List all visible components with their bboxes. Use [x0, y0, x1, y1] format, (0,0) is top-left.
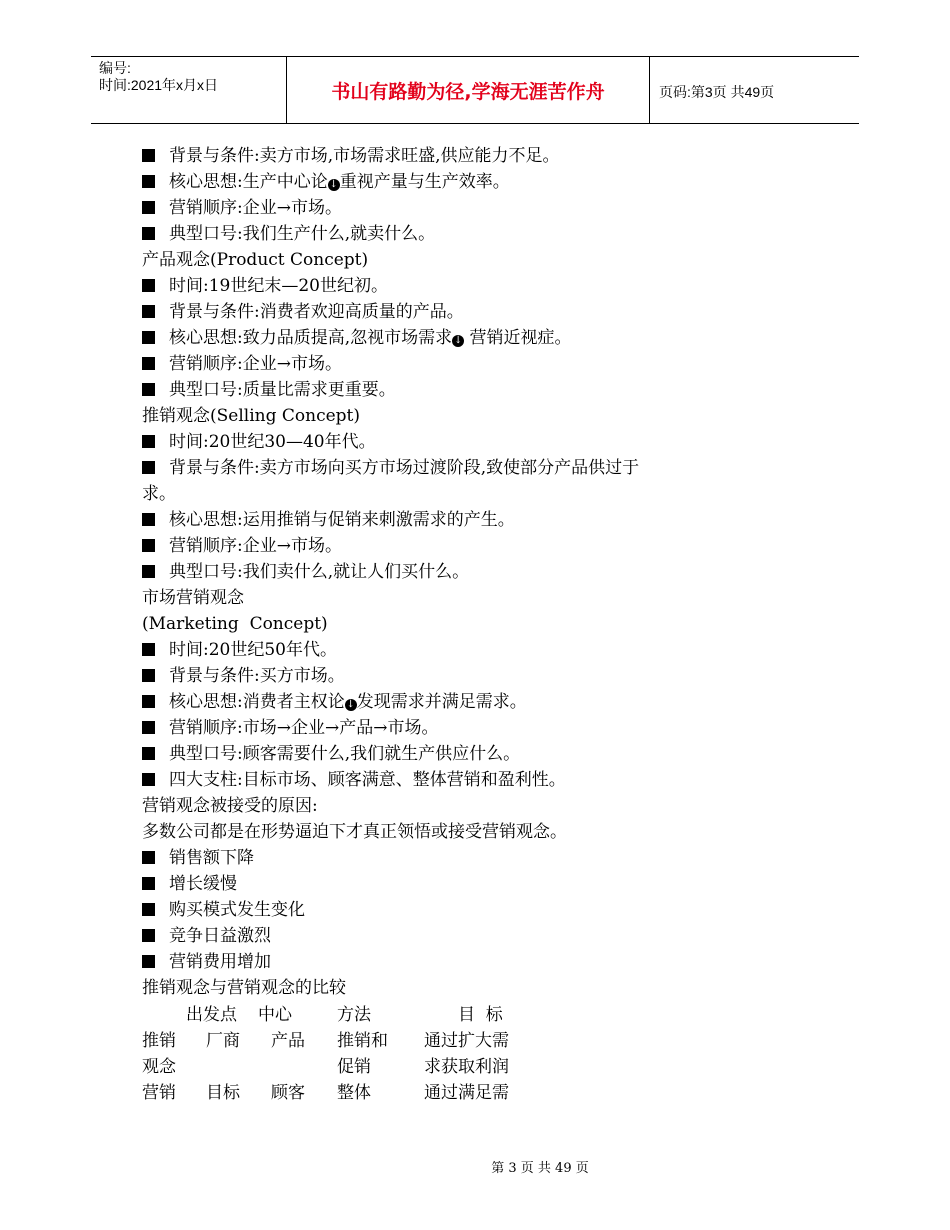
paragraph: 多数公司都是在形势逼迫下才真正领悟或接受营销观念。: [142, 822, 567, 842]
list-item: 销售额下降: [142, 845, 822, 871]
bullet-square-icon: [142, 227, 155, 240]
bullet-square-icon: [142, 175, 155, 188]
table-cell: 目标: [206, 1083, 240, 1103]
page-footer: 第 3 页 共 49 页: [491, 1161, 589, 1176]
bullet-square-icon: [142, 773, 155, 786]
bullet-square-icon: [142, 461, 155, 474]
arrow-down-icon: ↓: [453, 335, 463, 346]
table-cell: 营销: [142, 1083, 176, 1103]
table-cell: 观念: [142, 1057, 176, 1077]
header-motto: 书山有路勤为径,学海无涯苦作舟: [331, 81, 605, 103]
list-item-continuation: 求。: [142, 484, 176, 504]
bullet-square-icon: [142, 929, 155, 942]
list-item: 营销费用增加: [142, 949, 822, 975]
bullet-square-icon: [142, 149, 155, 162]
header-divider: [649, 57, 650, 123]
table-cell: 推销: [142, 1031, 176, 1051]
document-time-label: 时间:2021年x月x日: [99, 77, 219, 93]
table-cell: 推销和: [337, 1031, 388, 1051]
bullet-square-icon: [142, 305, 155, 318]
arrow-down-icon: ↓: [329, 179, 338, 190]
bullet-square-icon: [142, 435, 155, 448]
list-item: 核心思想:致力品质提高,忽视市场需求 ↓ 营销近视症。: [142, 325, 822, 351]
bullet-square-icon: [142, 747, 155, 760]
table-cell: 求获取利润: [424, 1057, 509, 1077]
bullet-square-icon: [142, 383, 155, 396]
table-cell: 顾客: [271, 1083, 305, 1103]
bullet-square-icon: [142, 851, 155, 864]
bullet-square-icon: [142, 721, 155, 734]
list-item: 背景与条件:买方市场。: [142, 663, 822, 689]
bullet-square-icon: [142, 877, 155, 890]
bullet-square-icon: [142, 669, 155, 682]
bullet-square-icon: [142, 539, 155, 552]
bullet-square-icon: [142, 513, 155, 526]
section-heading: 推销观念(Selling Concept): [142, 406, 361, 426]
list-item: 营销顺序:企业→市场。: [142, 351, 822, 377]
header-meta: [99, 60, 218, 94]
table-header-cell: 中心: [258, 1005, 292, 1025]
bullet-square-icon: [142, 201, 155, 214]
list-item: 核心思想:生产中心论 ↓ 重视产量与生产效率。: [142, 169, 822, 195]
list-item: 时间:20世纪30—40年代。: [142, 429, 822, 455]
bullet-square-icon: [142, 279, 155, 292]
list-item: 营销顺序:企业→市场。: [142, 195, 822, 221]
table-cell: 产品: [271, 1031, 305, 1051]
list-item: 时间:19世纪末—20世纪初。: [142, 273, 822, 299]
list-item: 背景与条件:卖方市场向买方市场过渡阶段,致使部分产品供过于: [142, 455, 822, 481]
list-item: 典型口号:我们卖什么,就让人们买什么。: [142, 559, 822, 585]
list-item: 核心思想:运用推销与促销来刺激需求的产生。: [142, 507, 822, 533]
bullet-square-icon: [142, 955, 155, 968]
list-item: 营销顺序:市场→企业→产品→市场。: [142, 715, 822, 741]
bullet-square-icon: [142, 357, 155, 370]
section-heading: (Marketing Concept): [142, 614, 328, 634]
section-heading: 推销观念与营销观念的比较: [142, 978, 346, 998]
bullet-square-icon: [142, 695, 155, 708]
page-header: [91, 56, 859, 124]
arrow-down-icon: ↓: [346, 699, 355, 710]
list-item: 背景与条件:消费者欢迎高质量的产品。: [142, 299, 822, 325]
list-item: 四大支柱:目标市场、顾客满意、整体营销和盈利性。: [142, 767, 822, 793]
list-item: 营销顺序:企业→市场。: [142, 533, 822, 559]
table-header-cell: 目 标: [458, 1005, 503, 1025]
list-item: 典型口号:我们生产什么,就卖什么。: [142, 221, 822, 247]
table-cell: 促销: [337, 1057, 371, 1077]
bullet-square-icon: [142, 331, 155, 344]
table-cell: 厂商: [206, 1031, 240, 1051]
list-item: 竞争日益激烈: [142, 923, 822, 949]
bullet-square-icon: [142, 643, 155, 656]
section-heading: 市场营销观念: [142, 588, 244, 608]
table-cell: 整体: [337, 1083, 371, 1103]
header-page-info: 页码:第3页 共49页: [659, 84, 775, 100]
list-item: 购买模式发生变化: [142, 897, 822, 923]
list-item: 增长缓慢: [142, 871, 822, 897]
list-item: 背景与条件:卖方市场,市场需求旺盛,供应能力不足。: [142, 143, 822, 169]
document-body: [142, 143, 822, 1001]
list-item: 时间:20世纪50年代。: [142, 637, 822, 663]
section-heading: 产品观念(Product Concept): [142, 250, 369, 270]
list-item: 典型口号:质量比需求更重要。: [142, 377, 822, 403]
table-header-cell: 出发点: [186, 1005, 237, 1025]
table-cell: 通过扩大需: [424, 1031, 509, 1051]
list-item: 核心思想:消费者主权论 ↓ 发现需求并满足需求。: [142, 689, 822, 715]
list-item: 典型口号:顾客需要什么,我们就生产供应什么。: [142, 741, 822, 767]
table-cell: 通过满足需: [424, 1083, 509, 1103]
document-number-label: 编号:: [99, 60, 131, 76]
table-header-cell: 方法: [337, 1005, 371, 1025]
bullet-square-icon: [142, 565, 155, 578]
paragraph: 营销观念被接受的原因:: [142, 796, 318, 816]
bullet-square-icon: [142, 903, 155, 916]
